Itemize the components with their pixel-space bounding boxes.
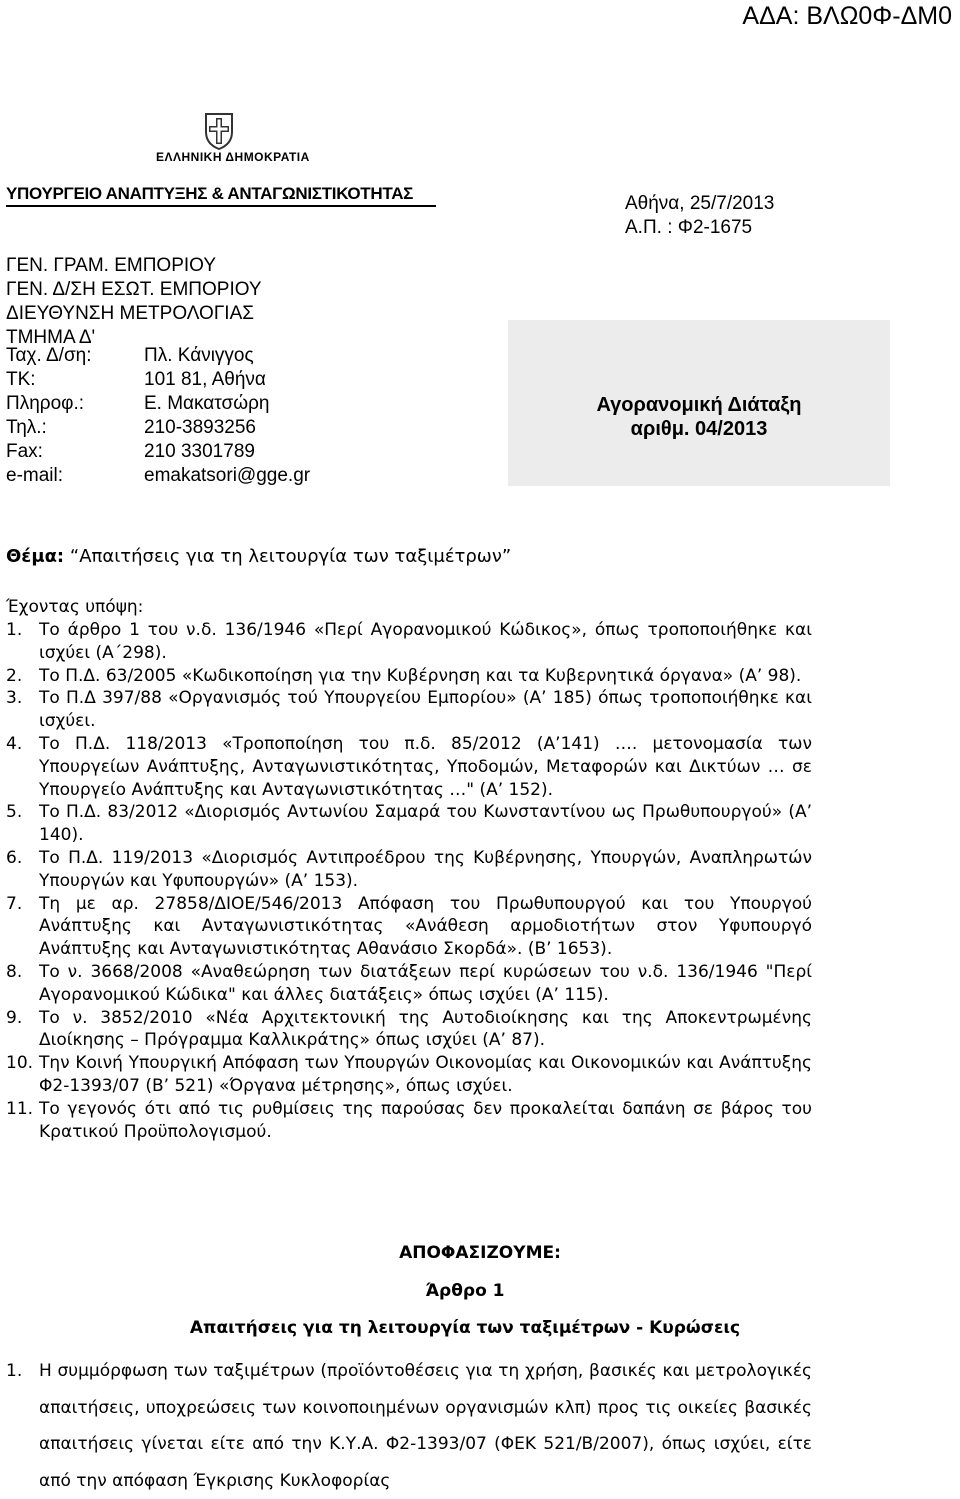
item-number: 8. <box>6 961 23 982</box>
contact-row <box>6 392 310 416</box>
list-item <box>6 847 812 893</box>
item-text: Τη με αρ. 27858/ΔΙΟΕ/546/2013 Απόφαση του Πρωθυπουργού και του Υπουργού Ανάπτυξης και Ανταγωνιστικότητας «Ανάθεση αρμοδιοτήτων στον Υφυπουργό Ανάπτυξης και Ανταγωνιστικότητας Αθανάσιο Σκορδά». (Β’ 1653). <box>39 893 812 960</box>
logo-divider <box>6 205 436 207</box>
sender-line: ΓΕΝ. ΓΡΑΜ. ΕΜΠΟΡΙΟΥ <box>6 255 216 276</box>
contact-key: Fax: <box>6 441 43 462</box>
email-value[interactable]: emakatsori@gge.gr <box>144 465 311 486</box>
contact-row <box>6 416 310 440</box>
protocol-line: Α.Π. : Φ2-1675 <box>625 217 753 238</box>
sender-line: ΓΕΝ. Δ/ΣΗ ΕΣΩΤ. ΕΜΠΟΡΙΟΥ <box>6 279 262 300</box>
paragraph-row <box>6 1353 812 1499</box>
sender-line: ΔΙΕΥΘΥΝΣΗ ΜΕΤΡΟΛΟΓΙΑΣ <box>6 303 255 324</box>
considerations-list <box>6 619 812 1143</box>
item-text: Το Π.Δ 397/88 «Οργανισμός τού Υπουργείου Εμπορίου» (Α’ 185) όπως τροποποιήθηκε και ισχύει. <box>39 688 812 732</box>
subject-line <box>6 546 511 567</box>
contact-value: 210-3893256 <box>144 417 256 438</box>
contact-row <box>6 368 310 392</box>
republic-label: ΕΛΛΗΝΙΚΗ ΔΗΜΟΚΡΑΤΙΑ <box>156 150 310 164</box>
list-item <box>6 893 812 961</box>
item-number: 7. <box>6 893 23 914</box>
list-item <box>6 801 812 847</box>
sender-block <box>6 254 262 350</box>
decide-heading: ΑΠΟΦΑΣΙΖΟΥΜΕ: <box>399 1243 561 1263</box>
contact-key: e-mail: <box>6 465 64 486</box>
item-number: 10. <box>6 1053 34 1074</box>
date-block <box>625 192 774 240</box>
contact-value: Ε. Μακατσώρη <box>144 393 270 414</box>
contact-block <box>6 344 310 488</box>
given-heading: Έχοντας υπόψη: <box>6 597 144 617</box>
decision-number: αριθμ. 04/2013 <box>630 418 768 440</box>
article-paragraph <box>6 1353 812 1499</box>
item-text: Την Κοινή Υπουργική Απόφαση των Υπουργών Οικονομίας και Οικονομικών και Ανάπτυξης Φ2-1393/07 (Β’ 521) «Όργανα μέτρησης», όπως ισχύει. <box>39 1053 812 1096</box>
ministry-label: ΥΠΟΥΡΓΕΙΟ ΑΝΑΠΤΥΞΗΣ & ΑΝΤΑΓΩΝΙΣΤΙΚΟΤΗΤΑΣ <box>6 184 414 203</box>
sender-line: ΤΜΗΜΑ Δ' <box>6 327 96 348</box>
contact-key: Πληροφ.: <box>6 393 85 414</box>
item-text: Το γεγονός ότι από τις ρυθμίσεις της παρούσας δεν προκαλείται δαπάνη σε βάρος του Κρατικού Προϋπολογισμού. <box>39 1098 812 1142</box>
item-text: Το Π.Δ. 83/2012 «Διορισμός Αντωνίου Σαμαρά του Κωνσταντίνου ως Πρωθυπουργού» (Α’ 140). <box>39 802 812 846</box>
list-item <box>6 1052 812 1098</box>
subject-text: “Απαιτήσεις για τη λειτουργία των ταξιμέτρων” <box>64 546 512 567</box>
contact-key: Ταχ. Δ/ση: <box>6 345 92 366</box>
item-text: Το ν. 3668/2008 «Αναθεώρηση των διατάξεων περί κυρώσεων του ν.δ. 136/1946 "Περί Αγορανομικού Κώδικα" και άλλες διατάξεις» όπως ισχύει (Α’ 115). <box>39 961 812 1005</box>
item-text: Το Π.Δ. 119/2013 «Διορισμός Αντιπροέδρου της Κυβέρνησης, Υπουργών, Αναπληρωτών Υπουργών και Υφυπουργών» (Α’ 153). <box>39 847 812 891</box>
subject-label: Θέμα: <box>6 546 65 567</box>
contact-row <box>6 344 310 368</box>
item-number: 11. <box>6 1098 34 1119</box>
list-item <box>6 961 812 1007</box>
contact-value: 101 81, Αθήνα <box>144 369 266 390</box>
greek-crest-icon <box>204 112 234 150</box>
article-number: Άρθρο 1 <box>425 1281 505 1301</box>
item-number: 4. <box>6 733 23 754</box>
list-item <box>6 665 812 688</box>
decision-type: Αγορανομική Διάταξη <box>596 394 802 416</box>
contact-key: Τηλ.: <box>6 417 47 438</box>
ada-header: ΑΔΑ: ΒΛΩ0Φ-ΔΜ0 <box>742 2 952 30</box>
contact-key: ΤΚ: <box>6 369 36 390</box>
contact-row <box>6 440 310 464</box>
item-number: 2. <box>6 665 23 686</box>
item-number: 1. <box>6 620 23 640</box>
list-item <box>6 733 812 801</box>
item-number: 6. <box>6 847 23 868</box>
list-item <box>6 619 812 665</box>
item-text: Το Π.Δ. 63/2005 «Κωδικοποίηση για την Κυβέρνηση και τα Κυβερνητικά όργανα» (Α’ 98). <box>39 665 802 686</box>
contact-row <box>6 464 310 488</box>
decision-box-text <box>508 393 890 441</box>
contact-value: 210 3301789 <box>144 441 255 462</box>
paragraph-text: Η συμμόρφωση των ταξιμέτρων (προϊόντοθέσεις για τη χρήση, βασικές και μετρολογικές απαιτήσεις, υποχρεώσεις των κοινοποιημένων οργανισμών κλπ) προς τις οικείες βασικές απαιτήσεις γίνεται είτε από την Κ.Υ.Α. Φ2-1393/07 (ΦΕΚ 521/Β/2007), όπως ισχύει, είτε από την απόφαση Έγκρισης Κυκλοφορίας <box>39 1361 812 1491</box>
item-number: 9. <box>6 1007 23 1028</box>
paragraph-number: 1. <box>6 1361 23 1381</box>
article-title: Απαιτήσεις για τη λειτουργία των ταξιμέτρων - Κυρώσεις <box>189 1318 741 1338</box>
list-item <box>6 687 812 733</box>
list-item <box>6 1098 812 1144</box>
item-text: Το άρθρο 1 του ν.δ. 136/1946 «Περί Αγορανομικού Κώδικος», όπως τροποποιήθηκε και ισχύει (Α΄298). <box>39 620 812 663</box>
item-number: 5. <box>6 802 23 823</box>
date-line: Αθήνα, 25/7/2013 <box>625 193 775 214</box>
item-text: Το Π.Δ. 118/2013 «Τροποποίηση του π.δ. 85/2012 (Α’141) …. μετονομασία των Υπουργείων Ανάπτυξης, Ανταγωνιστικότητας, Υποδομών, Μεταφορών και Δικτύων … σε Υπουργείο Ανάπτυξης και Ανταγωνιστικότητας …" (Α’ 152). <box>39 733 812 800</box>
list-item <box>6 1007 812 1053</box>
item-text: Το ν. 3852/2010 «Νέα Αρχιτεκτονική της Αυτοδιοίκησης και της Αποκεντρωμένης Διοίκησης – Πρόγραμμα Καλλικράτης» όπως ισχύει (Α’ 87). <box>39 1007 812 1051</box>
contact-value: Πλ. Κάνιγγος <box>144 345 254 366</box>
item-number: 3. <box>6 688 23 709</box>
